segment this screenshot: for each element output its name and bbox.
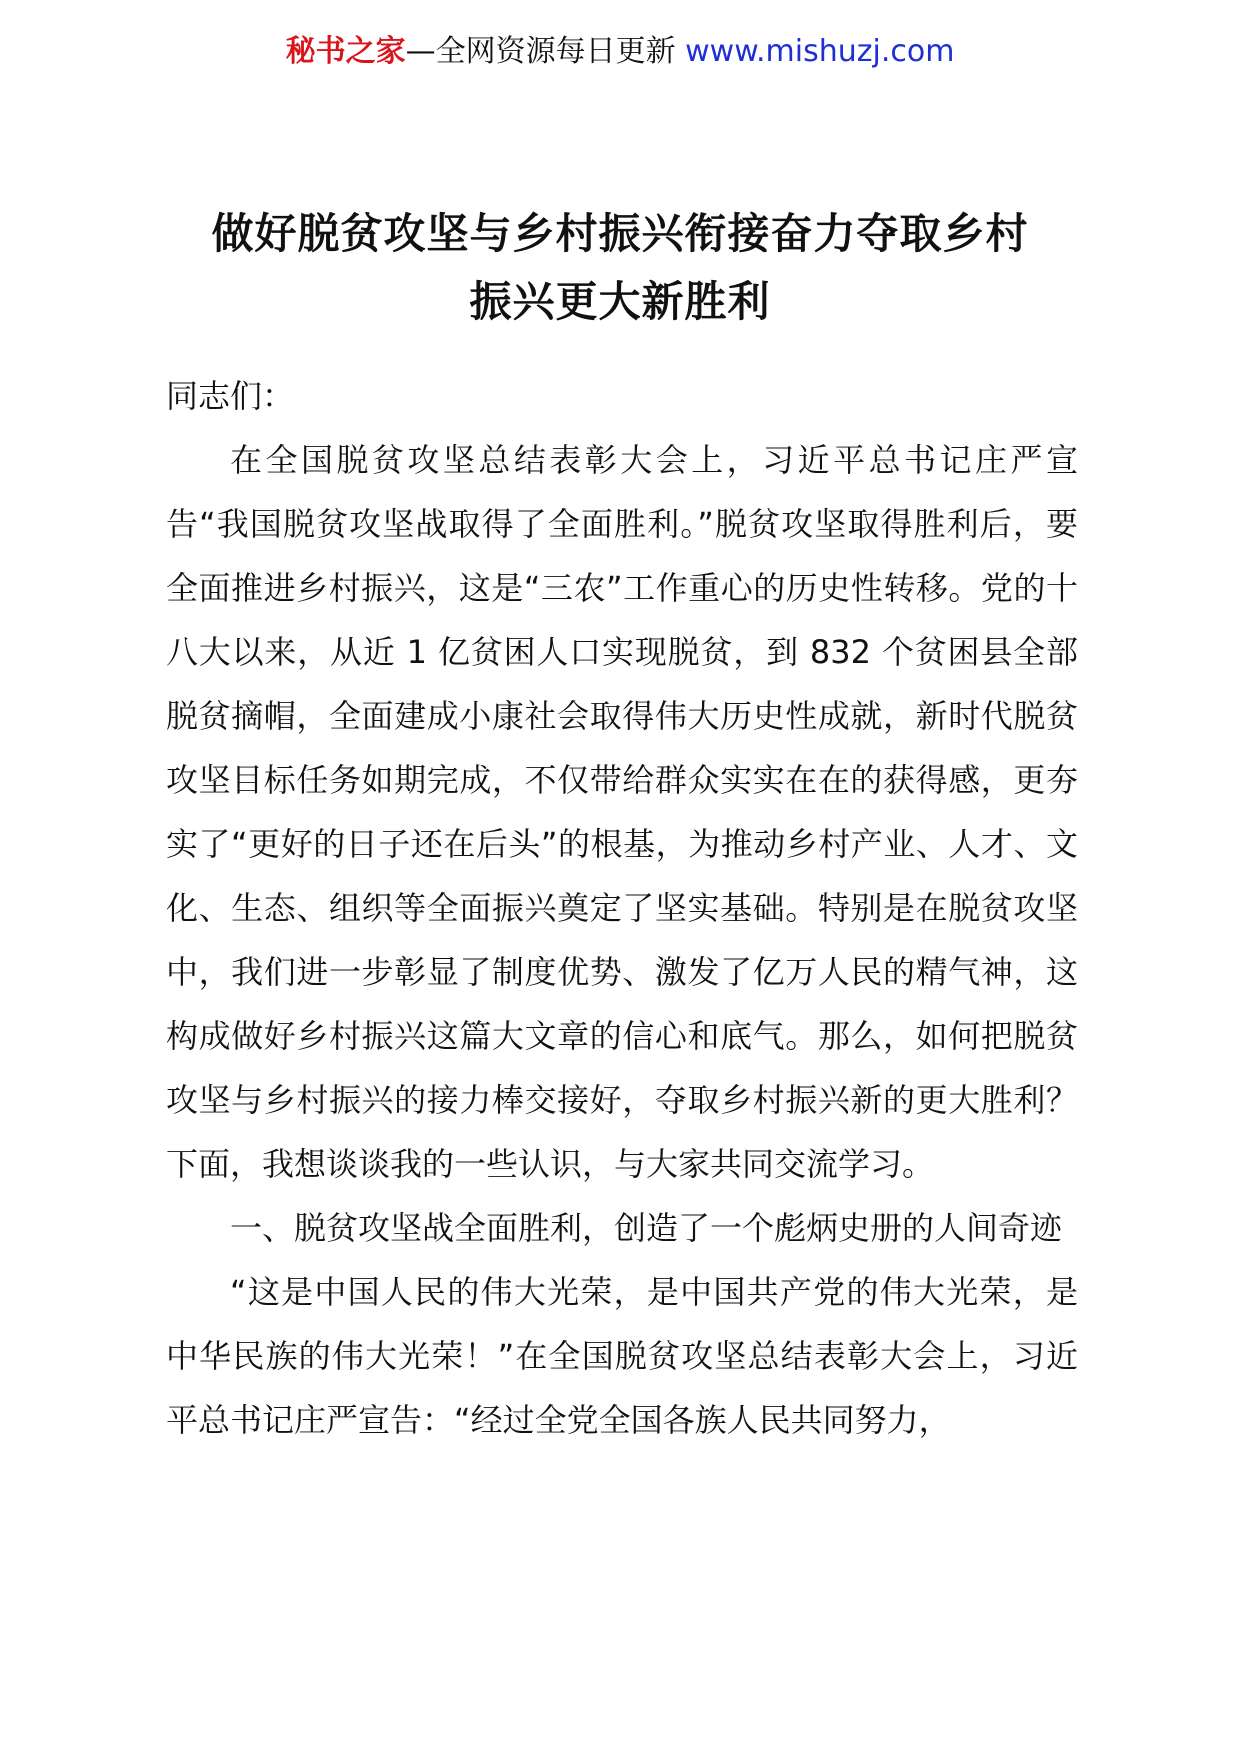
site-brand: 秘书之家	[285, 34, 406, 69]
site-url-link[interactable]: www.mishuzj.com	[685, 34, 955, 69]
section-heading-1: 一、脱贫攻坚战全面胜利，创造了一个彪炳史册的人间奇迹	[230, 1209, 1063, 1247]
site-header	[0, 30, 1240, 74]
site-tagline: —全网资源每日更新	[405, 34, 676, 69]
body-paragraph-2: “这是中国人民的伟大光荣，是中国共产党的伟大光荣，是中华民族的伟大光荣！”在全国脱贫攻坚总结表彰大会上，习近平总书记庄严宣告：“经过全党全国各族人民共同努力，	[166, 1273, 1078, 1439]
salutation: 同志们：	[166, 377, 295, 415]
document-title-line-2: 振兴更大新胜利	[469, 277, 771, 326]
document-title	[120, 200, 1120, 336]
body-paragraph-1: 在全国脱贫攻坚总结表彰大会上，习近平总书记庄严宣告“我国脱贫攻坚战取得了全面胜利。”脱贫攻坚取得胜利后，要全面推进乡村振兴，这是“三农”工作重心的历史性转移。党的十八大以来，从近 1 亿贫困人口实现脱贫，到 832 个贫困县全部脱贫摘帽，全面建成小康社会取得伟大历史性成就，新时代脱贫攻坚目标任务如期完成，不仅带给群众实实在在的获得感，更夯实了“更好的日子还在后头”的根基，为推动乡村产业、人才、文化、生态、组织等全面振兴奠定了坚实基础。特别是在脱贫攻坚中，我们进一步彰显了制度优势、激发了亿万人民的精气神，这构成做好乡村振兴这篇大文章的信心和底气。那么，如何把脱贫攻坚与乡村振兴的接力棒交接好，夺取乡村振兴新的更大胜利？下面，我想谈谈我的一些认识，与大家共同交流学习。	[166, 441, 1078, 1183]
document-title-line-1: 做好脱贫攻坚与乡村振兴衔接奋力夺取乡村	[211, 209, 1029, 258]
document-body	[166, 364, 1078, 1452]
